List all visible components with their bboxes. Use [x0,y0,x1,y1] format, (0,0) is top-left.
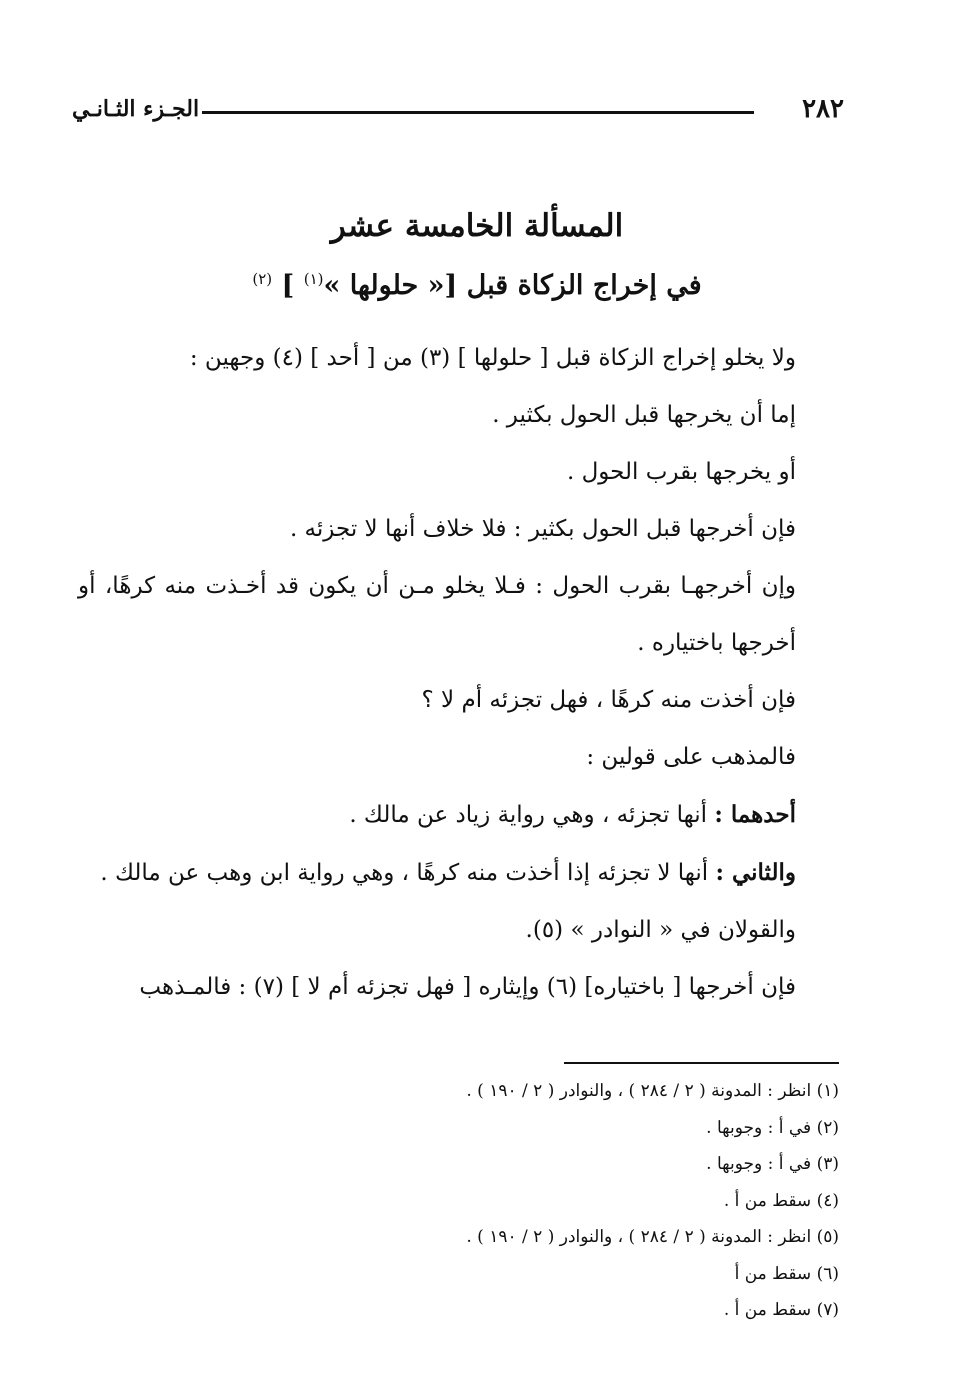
footnote: (٤) سقط من أ . [723,1190,839,1211]
paragraph-text: إما أن يخرجها قبل الحول بكثير . [492,402,796,428]
footnote: (٧) سقط من أ . [723,1300,839,1320]
paragraph [78,501,844,558]
paragraph [78,558,844,672]
footnote: (٣) في أ : وجوبها . [706,1154,839,1174]
footnote: (٢) في أ : وجوبها . [706,1117,839,1138]
footnote-mark: (١) [303,270,324,288]
paragraph [78,959,844,1016]
header-rule [202,111,754,114]
paragraph-text: ولا يخلو إخراج الزكاة قبل [ حلولها ] (٣) من [ أحد ] (٤) وجهين : [189,345,796,371]
paragraph [78,902,844,959]
page-number: ٢٨٢ [802,94,844,124]
footnote: (٥) انظر : المدونة ( ٢ / ٢٨٤ ) ، والنوادر ( ٢ / ١٩٠ ) . [466,1227,839,1247]
footnote-rule [564,1062,839,1064]
footnote: (١) انظر : المدونة ( ٢ / ٢٨٤ ) ، والنوادر ( ٢ / ١٩٠ ) . [466,1081,839,1101]
subtitle-text: في إخراج الزكاة قبل [« حلولها » [323,270,702,301]
part-title: الجـزء الثـانـي [72,96,200,122]
paragraph-text: والقولان في « النوادر » (٥). [525,917,796,943]
paragraph-text: وإن أخرجهـا بقرب الحول : فـلا يخلو مـن أن يكون قد أخـذت منه كرهًا، أو أخرجها باختياره . [78,573,796,656]
paragraph [78,729,844,786]
paragraph [78,844,844,902]
paragraph-lead: أحدهما : [714,801,796,828]
paragraph [78,444,844,501]
paragraph-text: فإن أخرجها [ باختياره] (٦) وإيثاره [ فهل تجزئه أم لا ] (٧) : فالمـذهب [139,974,796,1000]
body-text [78,330,844,1016]
paragraph-lead: والثاني : [715,859,796,886]
paragraph [78,330,844,387]
paragraph-text: فإن أخذت منه كرهًا ، فهل تجزئه أم لا ؟ [421,687,796,713]
paragraph-text: فإن أخرجها قبل الحول بكثير : فلا خلاف أنها لا تجزئه . [289,516,796,542]
subtitle-close: ] [281,270,304,301]
paragraph [78,387,844,444]
running-header [72,92,844,132]
paragraph-text: أو يخرجها بقرب الحول . [566,459,796,485]
chapter-subtitle [0,270,954,301]
footnotes [239,1073,839,1329]
chapter-title: المسألة الخامسة عشر [330,208,624,244]
paragraph [78,672,844,729]
footnote-mark: (٢) [252,270,273,288]
paragraph [78,786,844,844]
paragraph-text: فالمذهب على قولين : [586,744,796,770]
paragraph-text: أنها تجزئه ، وهي رواية زياد عن مالك . [349,802,715,828]
footnote: (٦) سقط من أ [734,1263,839,1284]
paragraph-text: أنها لا تجزئه إذا أخذت منه كرهًا ، وهي رواية ابن وهب عن مالك . [100,860,716,886]
